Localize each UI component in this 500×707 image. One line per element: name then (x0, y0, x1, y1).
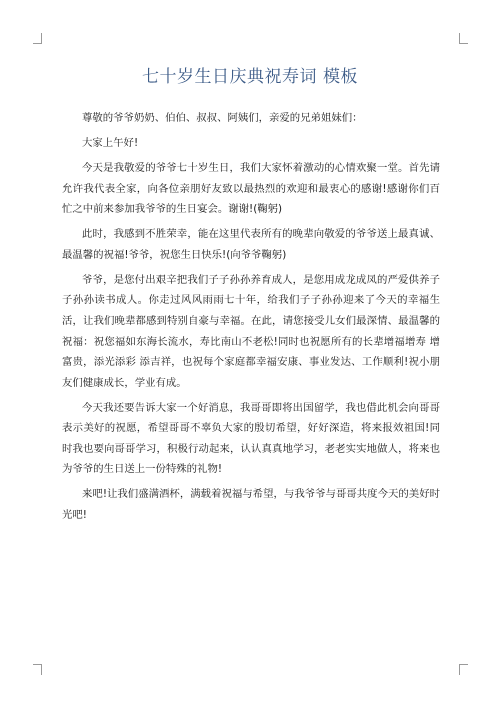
crop-mark-top-right (459, 33, 468, 44)
body-paragraph: 爷爷，是您付出艰辛把我们子子孙孙养育成人，是您用成龙成凤的严爱供养子子孙孙读书成人。你走过风风雨雨七十年，给我们子子孙孙迎来了今天的幸福生活，让我们晚辈都感到特别自豪与幸福。在此，请您接受儿女们最深情、最温馨的祝福：祝您福如东海长流水，寿比南山不老松!同时也祝愿所有的长辈增福增寿 增富贵，添光添彩 添吉祥，也祝每个家庭都幸福安康、事业发达、工作顺利!祝小朋友们健康成长，学业有成。 (62, 273, 440, 389)
salutation-paragraph: 尊敬的爷爷奶奶、伯伯、叔叔、阿姨们，亲爱的兄弟姐妹们： (82, 112, 363, 124)
document-body (62, 108, 440, 530)
greeting-paragraph: 大家上午好! (82, 136, 139, 149)
body-paragraph: 今天是我敬爱的爷爷七十岁生日，我们大家怀着激动的心情欢聚一堂。首先请允许我代表全家，向各位亲朋好友致以最热烈的欢迎和最衷心的感谢!感谢你们百忙之中前来参加我爷爷的生日宴会。谢谢!(鞠躬) (62, 161, 440, 216)
document-title: 七十岁生日庆典祝寿词 模板 (142, 67, 358, 87)
crop-mark-bottom-left (33, 664, 42, 675)
body-paragraph: 此时，我感到不胜荣幸，能在这里代表所有的晚辈向敬爱的爷爷送上最真诚、最温馨的祝福!爷爷，祝您生日快乐!(向爷爷鞠躬) (62, 228, 440, 261)
crop-mark-top-left (33, 33, 42, 44)
crop-mark-bottom-right (459, 664, 468, 675)
body-paragraph: 今天我还要告诉大家一个好消息，我哥哥即将出国留学，我也借此机会向哥哥表示美好的祝愿，希望哥哥不辜负大家的殷切希望，好好深造，将来报效祖国!同时我也要向哥哥学习，积极行动起来，认认真真地学习，老老实实地做人，将来也为爷爷的生日送上一份特殊的礼物! (62, 401, 440, 476)
closing-paragraph: 来吧!让我们盛满酒杯，满载着祝福与希望，与我爷爷与哥哥共度今天的美好时光吧! (62, 488, 440, 522)
